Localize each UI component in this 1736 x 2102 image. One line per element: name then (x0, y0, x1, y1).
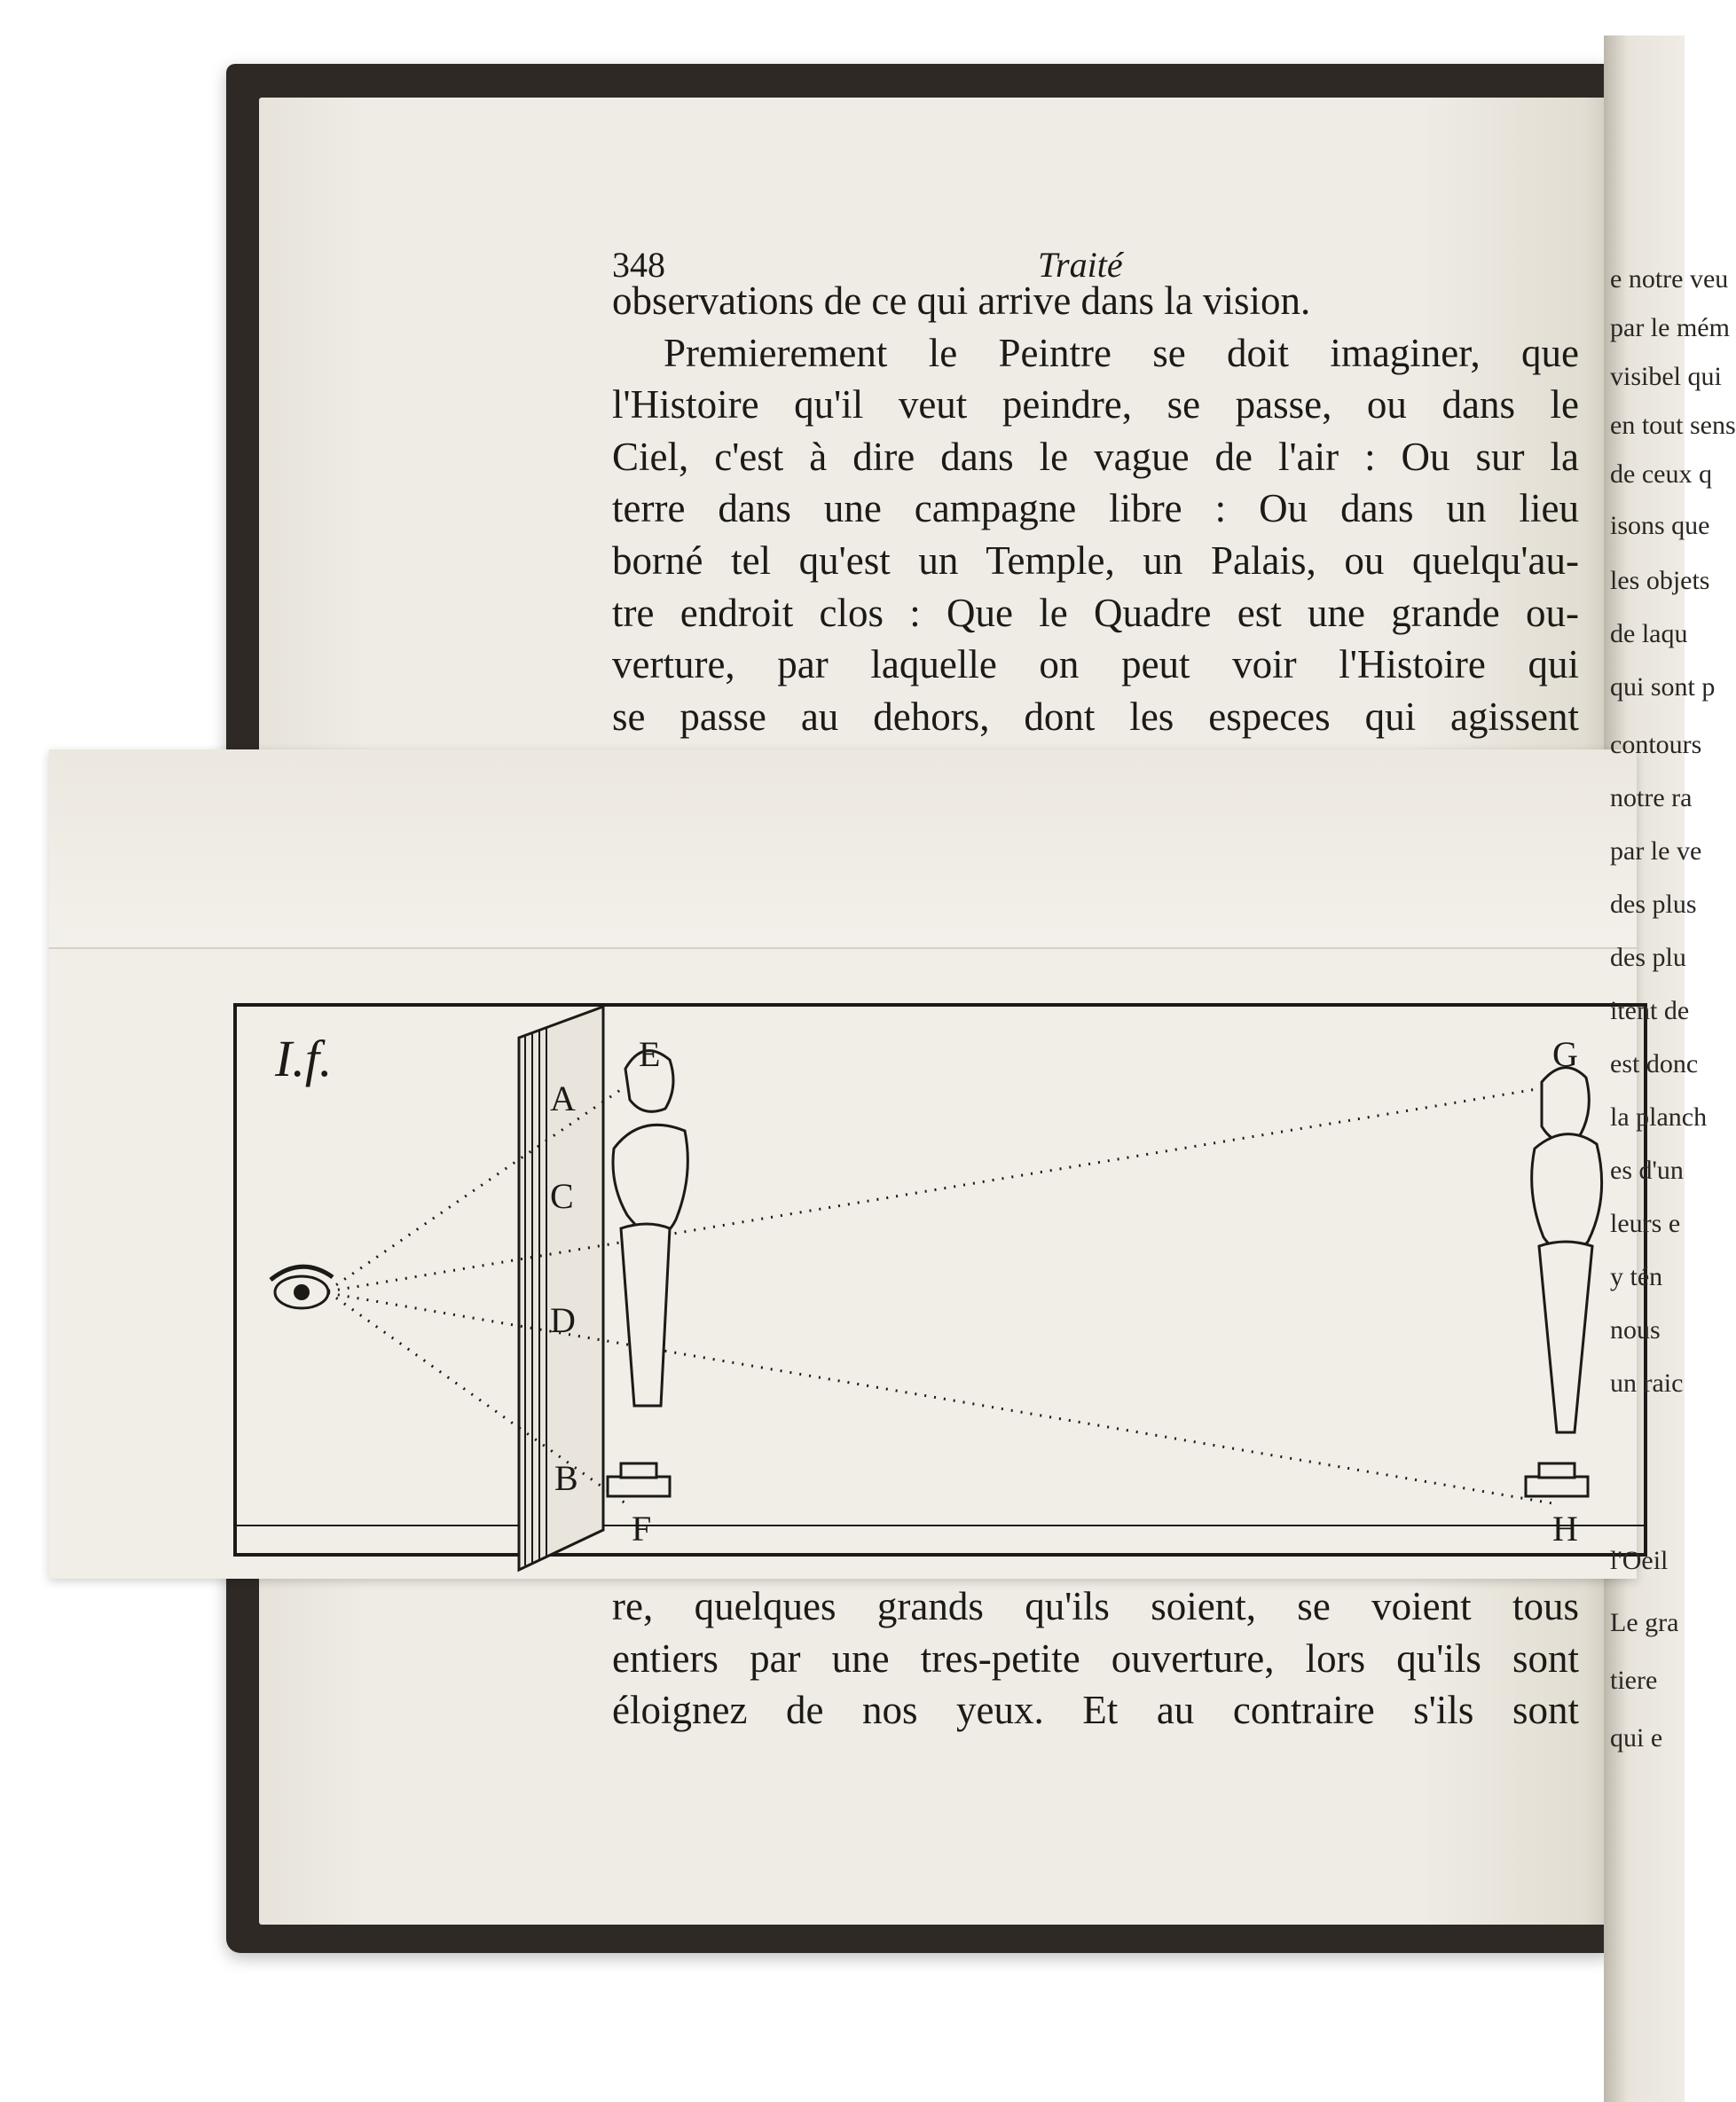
right-fragment: des plus (1610, 890, 1697, 919)
label-g: G (1552, 1034, 1578, 1074)
right-fragment: e notre veu (1610, 264, 1729, 294)
text-block-bottom (612, 1580, 1579, 1737)
right-fragment: de laqu (1610, 619, 1688, 648)
right-fragment: un raic (1610, 1369, 1684, 1398)
label-d: D (550, 1300, 576, 1340)
right-fragment: qui e (1610, 1723, 1663, 1753)
right-fragment: la planch (1610, 1102, 1708, 1132)
text-line: Ciel, c'est à dire dans le vague de l'air : Ou sur la (612, 434, 1579, 479)
right-fragment: des plu (1610, 943, 1686, 972)
text-line: re, quelques grands qu'ils soient, se voient tous (612, 1584, 1579, 1628)
right-fragment: visibel qui (1610, 362, 1722, 391)
eye-icon (271, 1267, 333, 1308)
right-fragment: notre ra (1610, 783, 1693, 812)
page-number: 348 (612, 245, 665, 285)
right-fragment: qui sont p (1610, 672, 1716, 702)
right-fragment: l'Oeil (1610, 1546, 1669, 1575)
label-b: B (554, 1458, 578, 1498)
label-f: F (632, 1509, 652, 1549)
sight-line-g (328, 1086, 1552, 1291)
text-line: entiers par une tres-petite ouverture, lors qu'ils sont (612, 1635, 1579, 1681)
right-fragment: par le mém (1610, 313, 1730, 342)
text-line: terre dans une campagne libre : Ou dans un lieu (612, 486, 1579, 531)
perspective-engraving (231, 998, 1650, 1565)
right-fragment: est donc (1610, 1049, 1699, 1078)
text-line: éloignez de nos yeux. Et au contraire s'ils sont (612, 1688, 1579, 1733)
text-line: observations de ce qui arrive dans la vision. (612, 278, 1311, 323)
figure-number: I.f. (275, 1030, 333, 1087)
far-statue (1526, 1068, 1602, 1496)
right-fragment: les objets (1610, 566, 1710, 595)
right-fragment: nous (1610, 1315, 1661, 1345)
right-fragment: en tout sens (1610, 411, 1736, 440)
right-fragment: tiere (1610, 1666, 1658, 1695)
text-line: se passe au dehors, dont les especes qui agissent (612, 694, 1579, 739)
engraving-frame (235, 1005, 1646, 1555)
text-line: l'Histoire qu'il veut peindre, se passe, ou dans le (612, 382, 1579, 427)
label-c: C (550, 1176, 574, 1216)
right-fragment: es d'un (1610, 1156, 1684, 1185)
running-title: Traité (1038, 245, 1123, 285)
plate-fold-flap (49, 749, 1637, 947)
sight-lines (328, 1086, 1552, 1503)
right-fragment: y tén (1610, 1262, 1663, 1291)
right-fragment: isons que (1610, 511, 1710, 540)
text-line: tre endroit clos : Que le Quadre est une grande ou- (612, 590, 1579, 635)
right-fragment: contours (1610, 730, 1702, 759)
text-line: borné tel qu'est un Temple, un Palais, ou quelqu'au- (612, 537, 1579, 583)
text-line: Premierement le Peintre se doit imaginer, que (664, 330, 1579, 375)
near-statue (608, 1051, 687, 1496)
label-h: H (1552, 1509, 1578, 1549)
text-block-top (612, 275, 1579, 742)
right-fragment: de ceux q (1610, 459, 1712, 489)
plate-fold-line (49, 947, 1637, 949)
right-fragment: par le ve (1610, 836, 1702, 866)
right-fragment: itent de (1610, 996, 1690, 1025)
text-line: verture, par laquelle on peut voir l'Histoire qui (612, 642, 1579, 687)
sight-line-h (328, 1293, 1552, 1503)
right-fragment: leurs e (1610, 1209, 1681, 1238)
label-a: A (550, 1078, 576, 1118)
right-fragment: Le gra (1610, 1608, 1679, 1637)
label-e: E (639, 1034, 661, 1074)
